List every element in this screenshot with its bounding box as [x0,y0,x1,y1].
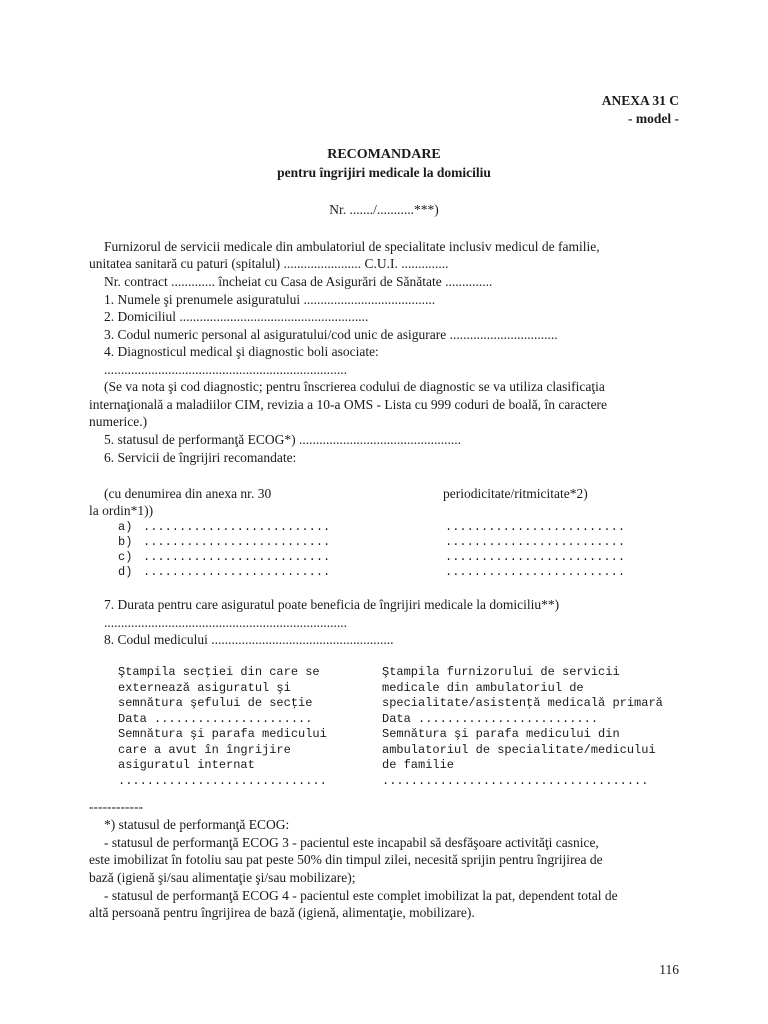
field-services: 6. Servicii de îngrijiri recomandate: [104,450,297,465]
service-row-frequency: ......................... [445,535,626,549]
services-col1-header-2: la ordin*1)) [89,503,154,518]
services-col2-header: periodicitate/ritmicitate*2) [443,486,588,501]
footnote-ecog3-line-3: bază (igienă şi/sau alimentaţie şi/sau mobilizare); [89,870,356,885]
field-cnp: 3. Codul numeric personal al asiguratului/cod unic de asigurare ................................ [104,327,558,342]
service-row-name: .......................... [143,535,331,549]
document-title: RECOMANDARE [327,147,441,162]
footnote-ecog3-line-1: - statusul de performanţă ECOG 3 - pacientul este incapabil să desfăşoare activităţi casnice, [104,835,599,850]
field-diagnosis-dots: ........................................................................ [104,362,347,377]
stamp-right-line: Ştampila furnizorului de servicii [382,665,620,679]
stamp-right-line: Data ......................... [382,711,599,726]
service-row-name: .......................... [143,520,331,534]
stamp-right-line: ..................................... [382,773,649,788]
footnote-ecog4-line-2: altă persoană pentru îngrijirea de bază (igienă, alimentaţie, mobilizare). [89,905,475,920]
document-number: Nr. ......./...........***) [329,202,439,217]
field-duration: 7. Durata pentru care asiguratul poate beneficia de îngrijiri medicale la domiciliu**) [104,597,560,612]
footnote-title: *) statusul de performanţă ECOG: [104,817,290,832]
stamp-right-line: specialitate/asistenţă medicală primară [382,696,663,710]
stamp-left-line: ............................. [118,773,327,788]
document-subtitle: pentru îngrijiri medicale la domiciliu [277,165,491,180]
service-row-frequency: ......................... [445,520,626,534]
services-col1-header: (cu denumirea din anexa nr. 30 [104,486,272,501]
page-number: 116 [659,962,679,977]
field-doctor-code: 8. Codul medicului ...................................................... [104,632,394,647]
stamp-right-line: ambulatoriul de specialitate/medicului [382,742,656,757]
service-row-letter: a) [118,520,133,534]
footnote-separator: ------------ [89,799,143,814]
field-diagnosis: 4. Diagnosticul medical şi diagnostic boli asociate: [104,344,379,359]
service-row-name: .......................... [143,565,331,579]
stamp-left-line: Ştampila secţiei din care se [118,665,320,679]
annex-label: ANEXA 31 C [601,93,679,108]
stamp-left-block [118,665,327,789]
note-line-3: numerice.) [89,414,148,429]
model-label: - model - [628,111,679,126]
note-line-1: (Se va nota şi cod diagnostic; pentru înscrierea codului de diagnostic se va utiliza clasificaţia [104,379,605,394]
field-address: 2. Domiciliul ........................................................ [104,309,369,324]
field-duration-dots: ........................................................................ [104,615,347,630]
service-row-frequency: ......................... [445,565,626,579]
note-line-2: internaţională a maladiilor CIM, revizia a 10-a OMS - Lista cu 999 coduri de boală, în caractere [89,397,608,412]
stamp-left-line: Data ...................... [118,711,313,726]
stamp-left-line: asiguratul internat [118,758,255,772]
service-row-letter: c) [118,550,133,564]
footnote-ecog3-line-2: este imobilizat în fotoliu sau pat peste 50% din timpul zilei, necesită sprijin pentru îngrijirea de [89,852,603,867]
stamp-left-line: externează asiguratul şi [118,680,291,695]
stamp-left-line: Semnătura şi parafa medicului [118,727,327,741]
stamp-right-line: de familie [382,758,455,772]
intro-line-2: unitatea sanitară cu paturi (spitalul) ....................... C.U.I. .............. [89,256,449,271]
stamp-right-block [382,665,663,789]
stamp-right-line: Semnătura şi parafa medicului din [382,727,620,741]
service-row-letter: b) [118,535,133,549]
service-row-frequency: ......................... [445,550,626,564]
footnote-ecog4-line-1: - statusul de performanţă ECOG 4 - pacientul este complet imobilizat la pat, dependent total de [104,888,618,903]
stamp-left-line: semnătura şefului de secţie [118,696,313,710]
intro-line-1: Furnizorul de servicii medicale din ambulatoriul de specialitate inclusiv medicul de familie, [104,239,600,254]
intro-line-3: Nr. contract ............. încheiat cu Casa de Asigurări de Sănătate .............. [104,274,493,289]
stamp-left-line: care a avut în îngrijire [118,742,291,757]
service-row-letter: d) [118,565,133,579]
field-patient-name: 1. Numele şi prenumele asiguratului ....................................... [104,292,436,307]
field-ecog: 5. statusul de performanţă ECOG*) ................................................ [104,432,461,447]
service-row-name: .......................... [143,550,331,564]
stamp-right-line: medicale din ambulatoriul de [382,680,584,695]
